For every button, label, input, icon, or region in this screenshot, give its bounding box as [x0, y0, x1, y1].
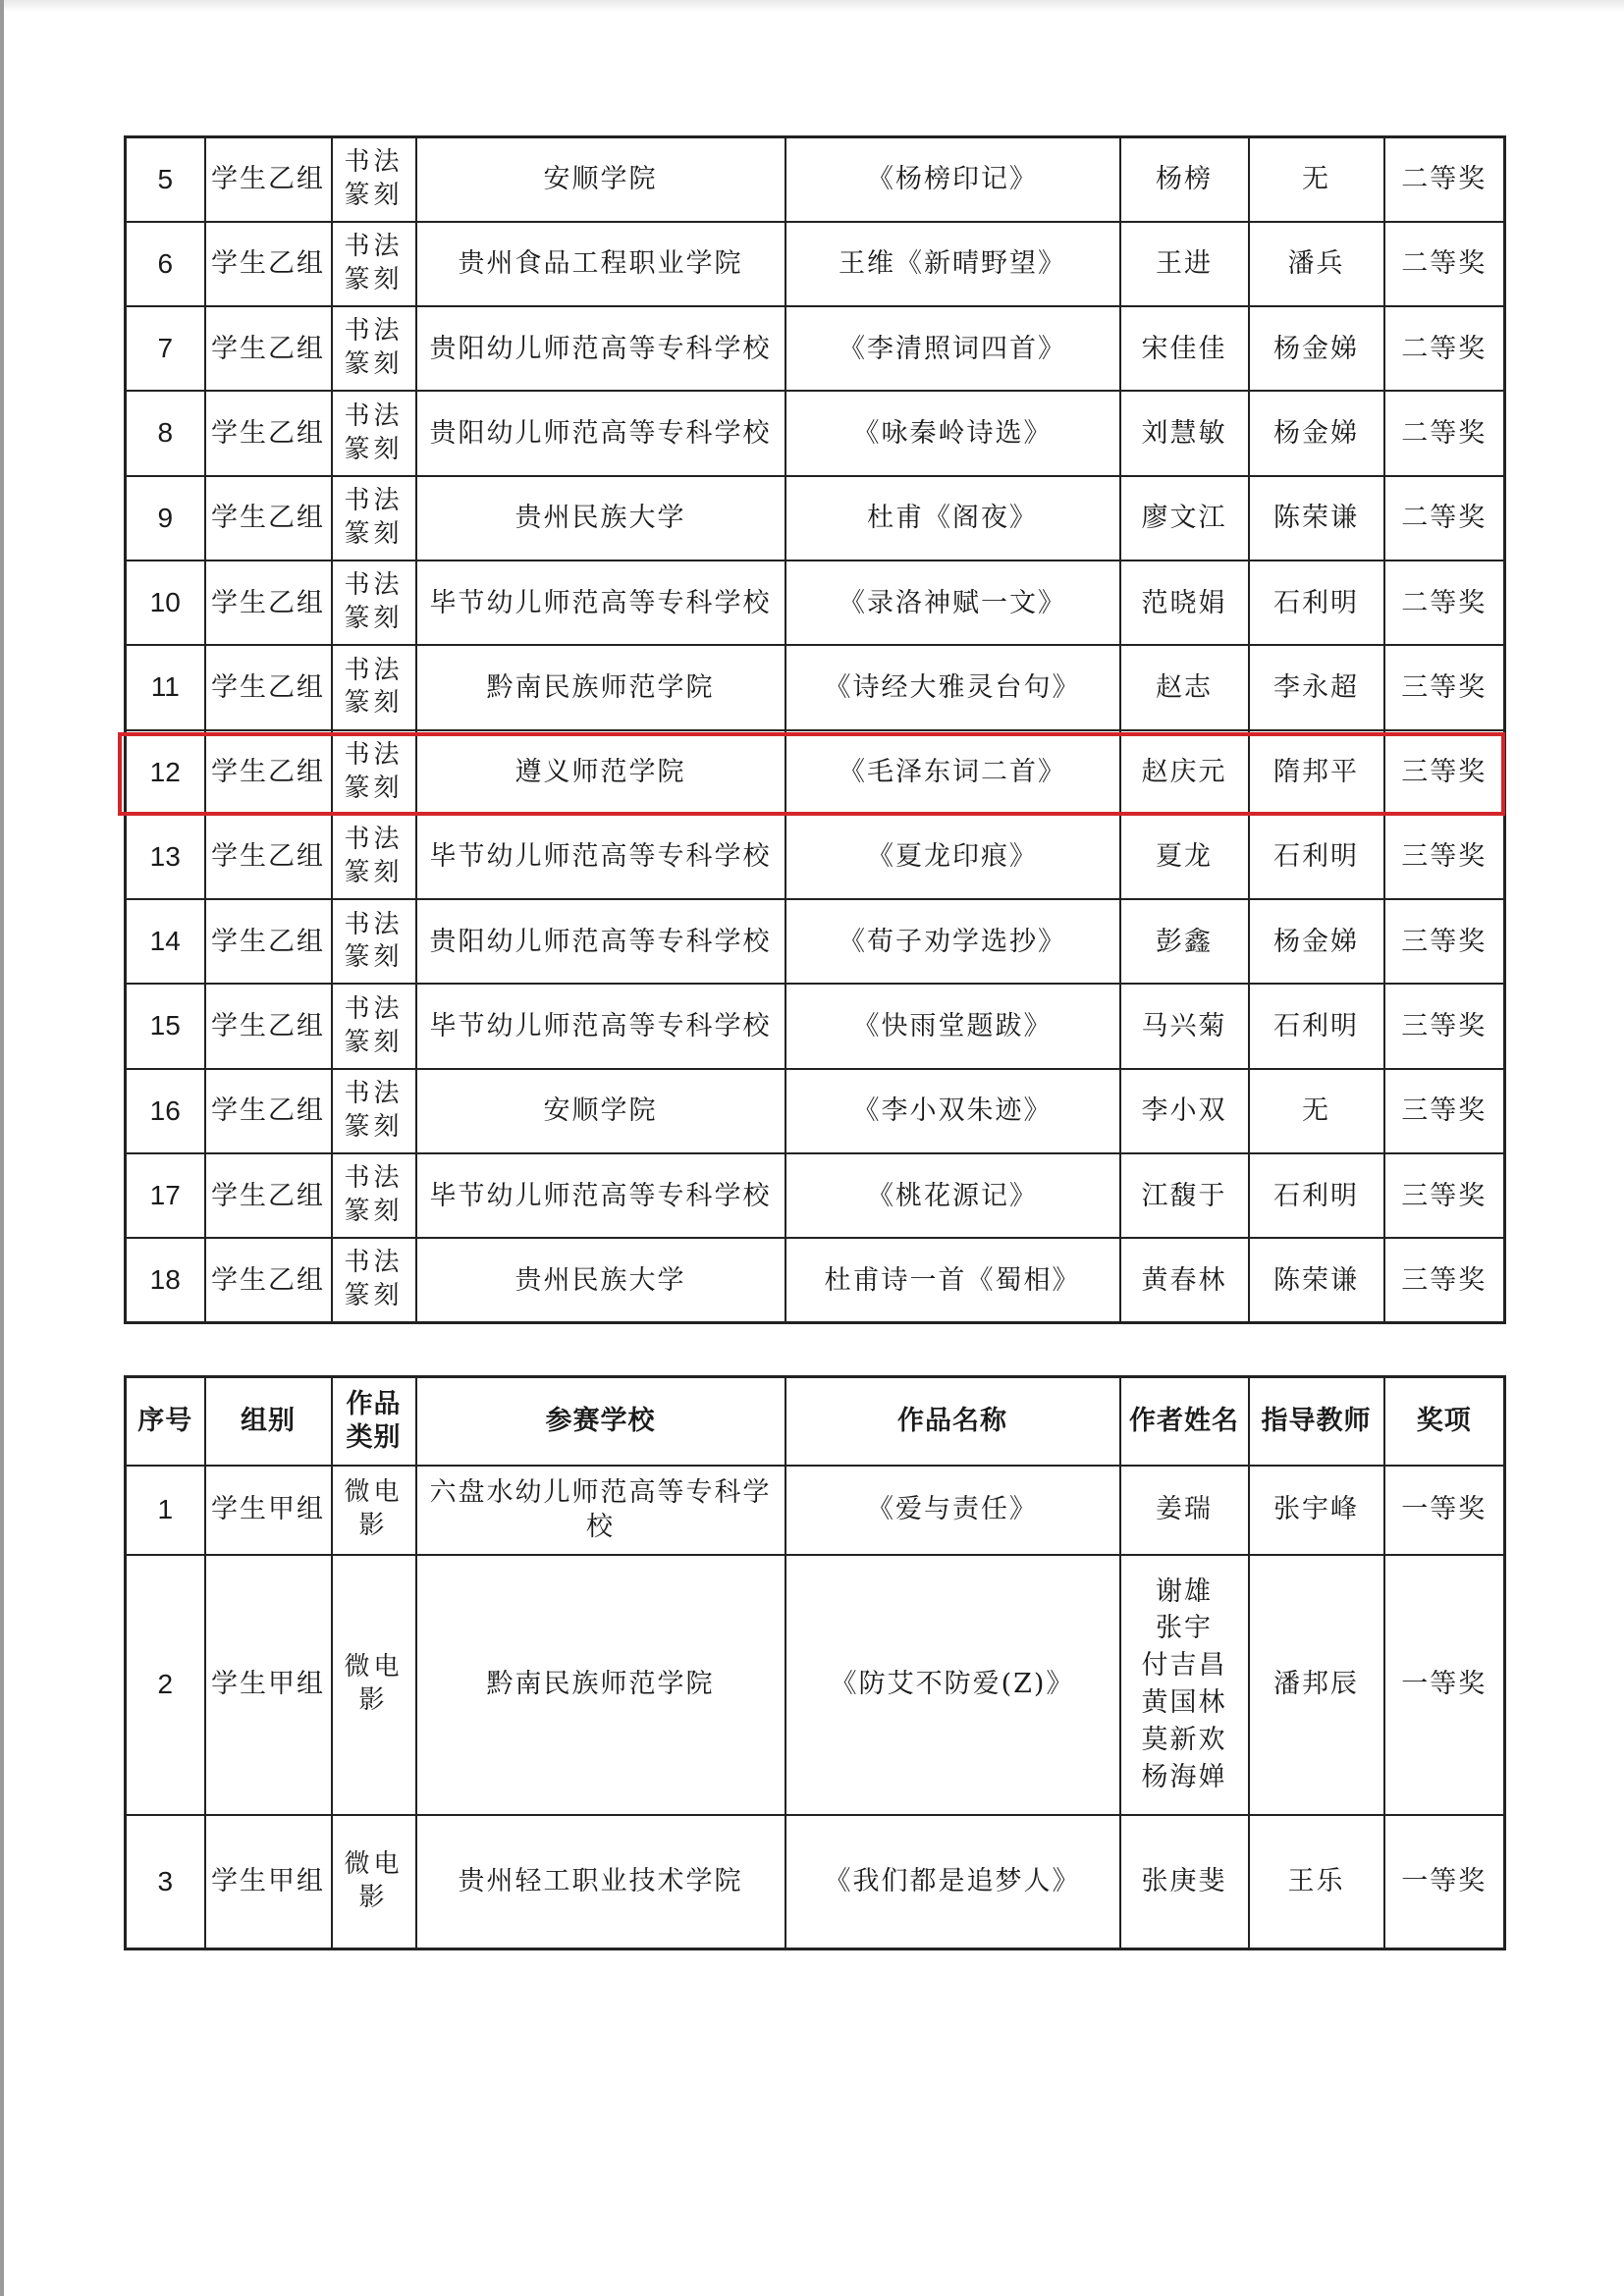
row-teacher: 杨金娣: [1249, 306, 1384, 391]
row-work-title: 《荀子劝学选抄》: [785, 899, 1120, 984]
row-teacher: 隋邦平: [1249, 730, 1384, 815]
table-row: [126, 476, 1505, 561]
row-work-title: 《杨榜印记》: [785, 137, 1120, 222]
row-number: 14: [126, 899, 205, 984]
row-category: 书法 篆刻: [332, 222, 416, 306]
row-award: 二等奖: [1384, 222, 1505, 306]
row-school: 安顺学院: [416, 137, 785, 222]
header-no: 序号: [126, 1377, 205, 1466]
row-teacher: 陈荣谦: [1249, 476, 1384, 561]
row-group: 学生乙组: [205, 645, 332, 729]
row-school: 贵州民族大学: [416, 1238, 785, 1322]
table-row: [126, 984, 1505, 1068]
micro-film-award-table: [124, 1375, 1506, 1950]
row-school: 黔南民族师范学院: [416, 1555, 785, 1815]
row-number: 3: [126, 1815, 205, 1949]
calligraphy-table-body: [126, 137, 1505, 1323]
row-work-title: 《夏龙印痕》: [785, 815, 1120, 899]
row-work-title: 《我们都是追梦人》: [785, 1815, 1120, 1949]
row-category: 微电 影: [332, 1466, 416, 1555]
row-group: 学生乙组: [205, 730, 332, 815]
row-number: 10: [126, 561, 205, 645]
table-row: [126, 899, 1505, 984]
row-award: 二等奖: [1384, 137, 1505, 222]
header-school: 参赛学校: [416, 1377, 785, 1466]
row-award: 一等奖: [1384, 1466, 1505, 1555]
row-school: 毕节幼儿师范高等专科学校: [416, 1153, 785, 1238]
row-authors: [1120, 1555, 1249, 1815]
row-award: 三等奖: [1384, 1153, 1505, 1238]
row-group: 学生乙组: [205, 391, 332, 475]
header-category-text: 作品 类别: [346, 1389, 402, 1453]
row-author: 宋佳佳: [1120, 306, 1249, 391]
row-author: 刘慧敏: [1120, 391, 1249, 475]
row-work-title: 《快雨堂题跋》: [785, 984, 1120, 1068]
row-number: 16: [126, 1069, 205, 1153]
row-work-title: 《毛泽东词二首》: [785, 730, 1120, 815]
row-teacher: 无: [1249, 1069, 1384, 1153]
row-award: 二等奖: [1384, 306, 1505, 391]
row-group: 学生乙组: [205, 1153, 332, 1238]
row-school: 贵州食品工程职业学院: [416, 222, 785, 306]
row-group: 学生乙组: [205, 1238, 332, 1322]
header-group: 组别: [205, 1377, 332, 1466]
row-category: 书法 篆刻: [332, 1069, 416, 1153]
row-number: 7: [126, 306, 205, 391]
row-school: 贵州民族大学: [416, 476, 785, 561]
row-author: 范晓娟: [1120, 561, 1249, 645]
row-work-title: 《咏秦岭诗选》: [785, 391, 1120, 475]
row-category: 书法 篆刻: [332, 391, 416, 475]
row-work-title: 《防艾不防爱(Z)》: [785, 1555, 1120, 1815]
row-award: 三等奖: [1384, 645, 1505, 729]
row-award: 二等奖: [1384, 391, 1505, 475]
row-teacher: 杨金娣: [1249, 391, 1384, 475]
table-row: [126, 1466, 1505, 1555]
row-number: 17: [126, 1153, 205, 1238]
row-group: 学生乙组: [205, 899, 332, 984]
row-school: 毕节幼儿师范高等专科学校: [416, 815, 785, 899]
table-row: [126, 222, 1505, 306]
scan-edge-left: [0, 0, 4, 2296]
row-number: 15: [126, 984, 205, 1068]
row-category: 书法 篆刻: [332, 899, 416, 984]
author-name: 张庚斐: [1141, 1865, 1227, 1896]
row-work-title: 《李清照词四首》: [785, 306, 1120, 391]
row-teacher: 石利明: [1249, 984, 1384, 1068]
row-school: 遵义师范学院: [416, 730, 785, 815]
row-work-title: 《诗经大雅灵台句》: [785, 645, 1120, 729]
row-award: 一等奖: [1384, 1555, 1505, 1815]
author-name: 黄国林: [1141, 1687, 1227, 1718]
row-category: 书法 篆刻: [332, 1238, 416, 1322]
author-name: 姜瑞: [1156, 1494, 1213, 1525]
table-row: [126, 391, 1505, 475]
row-teacher: 潘邦辰: [1249, 1555, 1384, 1815]
row-category: 书法 篆刻: [332, 137, 416, 222]
table-row: [126, 306, 1505, 391]
row-author: 夏龙: [1120, 815, 1249, 899]
row-award: 二等奖: [1384, 561, 1505, 645]
row-category: 书法 篆刻: [332, 476, 416, 561]
row-number: 2: [126, 1555, 205, 1815]
row-award: 三等奖: [1384, 899, 1505, 984]
author-name: 杨海婵: [1141, 1761, 1227, 1792]
table-row: [126, 1815, 1505, 1949]
row-category: 书法 篆刻: [332, 306, 416, 391]
row-work-title: 杜甫《阁夜》: [785, 476, 1120, 561]
row-category: 书法 篆刻: [332, 815, 416, 899]
row-number: 11: [126, 645, 205, 729]
author-name: 谢雄: [1156, 1575, 1213, 1607]
row-category: 微电 影: [332, 1555, 416, 1815]
row-number: 8: [126, 391, 205, 475]
row-number: 13: [126, 815, 205, 899]
row-number: 5: [126, 137, 205, 222]
row-category: 书法 篆刻: [332, 730, 416, 815]
table-row: [126, 1238, 1505, 1322]
header-author: 作者姓名: [1120, 1377, 1249, 1466]
row-teacher: 陈荣谦: [1249, 1238, 1384, 1322]
row-number: 1: [126, 1466, 205, 1555]
row-group: 学生乙组: [205, 137, 332, 222]
row-school: 贵阳幼儿师范高等专科学校: [416, 306, 785, 391]
row-group: 学生乙组: [205, 222, 332, 306]
row-author: 王进: [1120, 222, 1249, 306]
row-group: 学生乙组: [205, 1069, 332, 1153]
row-teacher: 无: [1249, 137, 1384, 222]
scan-edge-top: [0, 0, 1624, 12]
row-school: 黔南民族师范学院: [416, 645, 785, 729]
row-work-title: 《李小双朱迹》: [785, 1069, 1120, 1153]
row-award: 三等奖: [1384, 1069, 1505, 1153]
row-award: 三等奖: [1384, 815, 1505, 899]
row-author: 彭鑫: [1120, 899, 1249, 984]
row-category: 书法 篆刻: [332, 645, 416, 729]
row-teacher: 杨金娣: [1249, 899, 1384, 984]
row-award: 一等奖: [1384, 1815, 1505, 1949]
table-row: [126, 1069, 1505, 1153]
row-number: 6: [126, 222, 205, 306]
row-award: 三等奖: [1384, 1238, 1505, 1322]
row-number: 12: [126, 730, 205, 815]
author-name: 付吉昌: [1141, 1650, 1227, 1682]
row-work-title: 王维《新晴野望》: [785, 222, 1120, 306]
table-row: [126, 645, 1505, 729]
row-award: 二等奖: [1384, 476, 1505, 561]
calligraphy-award-table: [124, 135, 1506, 1324]
table-row: [126, 1153, 1505, 1238]
row-school: 毕节幼儿师范高等专科学校: [416, 561, 785, 645]
row-work-title: 《桃花源记》: [785, 1153, 1120, 1238]
row-author: 赵志: [1120, 645, 1249, 729]
row-category: 微电 影: [332, 1815, 416, 1949]
row-author: 杨榜: [1120, 137, 1249, 222]
row-teacher: 王乐: [1249, 1815, 1384, 1949]
row-author: 江馥于: [1120, 1153, 1249, 1238]
row-teacher: 石利明: [1249, 815, 1384, 899]
row-school: 贵阳幼儿师范高等专科学校: [416, 899, 785, 984]
row-group: 学生乙组: [205, 306, 332, 391]
row-work-title: 《爱与责任》: [785, 1466, 1120, 1555]
row-school: 贵州轻工职业技术学院: [416, 1815, 785, 1949]
row-author: 黄春林: [1120, 1238, 1249, 1322]
row-teacher: 石利明: [1249, 561, 1384, 645]
row-group: 学生乙组: [205, 815, 332, 899]
row-group: 学生甲组: [205, 1466, 332, 1555]
header-work: 作品名称: [785, 1377, 1120, 1466]
row-category: 书法 篆刻: [332, 1153, 416, 1238]
row-group: 学生乙组: [205, 476, 332, 561]
row-authors: [1120, 1815, 1249, 1949]
row-school: 贵阳幼儿师范高等专科学校: [416, 391, 785, 475]
row-number: 9: [126, 476, 205, 561]
row-category: 书法 篆刻: [332, 984, 416, 1068]
author-name: 莫新欢: [1141, 1724, 1227, 1755]
table-row: [126, 137, 1505, 222]
row-work-title: 《录洛神赋一文》: [785, 561, 1120, 645]
row-number: 18: [126, 1238, 205, 1322]
row-group: 学生乙组: [205, 984, 332, 1068]
row-teacher: 潘兵: [1249, 222, 1384, 306]
row-author: 赵庆元: [1120, 730, 1249, 815]
table-row: [126, 561, 1505, 645]
row-school: 六盘水幼儿师范高等专科学校: [416, 1466, 785, 1555]
row-authors: [1120, 1466, 1249, 1555]
row-group: 学生乙组: [205, 561, 332, 645]
header-award: 奖项: [1384, 1377, 1505, 1466]
row-teacher: 张宇峰: [1249, 1466, 1384, 1555]
row-school: 毕节幼儿师范高等专科学校: [416, 984, 785, 1068]
row-school: 安顺学院: [416, 1069, 785, 1153]
row-group: 学生甲组: [205, 1555, 332, 1815]
row-award: 三等奖: [1384, 730, 1505, 815]
author-name: 张宇: [1156, 1613, 1213, 1644]
table-row: [126, 730, 1505, 815]
table-row: [126, 1555, 1505, 1815]
row-author: 廖文江: [1120, 476, 1249, 561]
table-row: [126, 815, 1505, 899]
row-teacher: 李永超: [1249, 645, 1384, 729]
row-work-title: 杜甫诗一首《蜀相》: [785, 1238, 1120, 1322]
row-award: 三等奖: [1384, 984, 1505, 1068]
header-category: [332, 1377, 416, 1466]
row-category: 书法 篆刻: [332, 561, 416, 645]
row-group: 学生甲组: [205, 1815, 332, 1949]
table-header-row: [126, 1377, 1505, 1466]
micro-film-table-body: [126, 1466, 1505, 1949]
row-author: 马兴菊: [1120, 984, 1249, 1068]
row-author: 李小双: [1120, 1069, 1249, 1153]
row-teacher: 石利明: [1249, 1153, 1384, 1238]
header-teacher: 指导教师: [1249, 1377, 1384, 1466]
